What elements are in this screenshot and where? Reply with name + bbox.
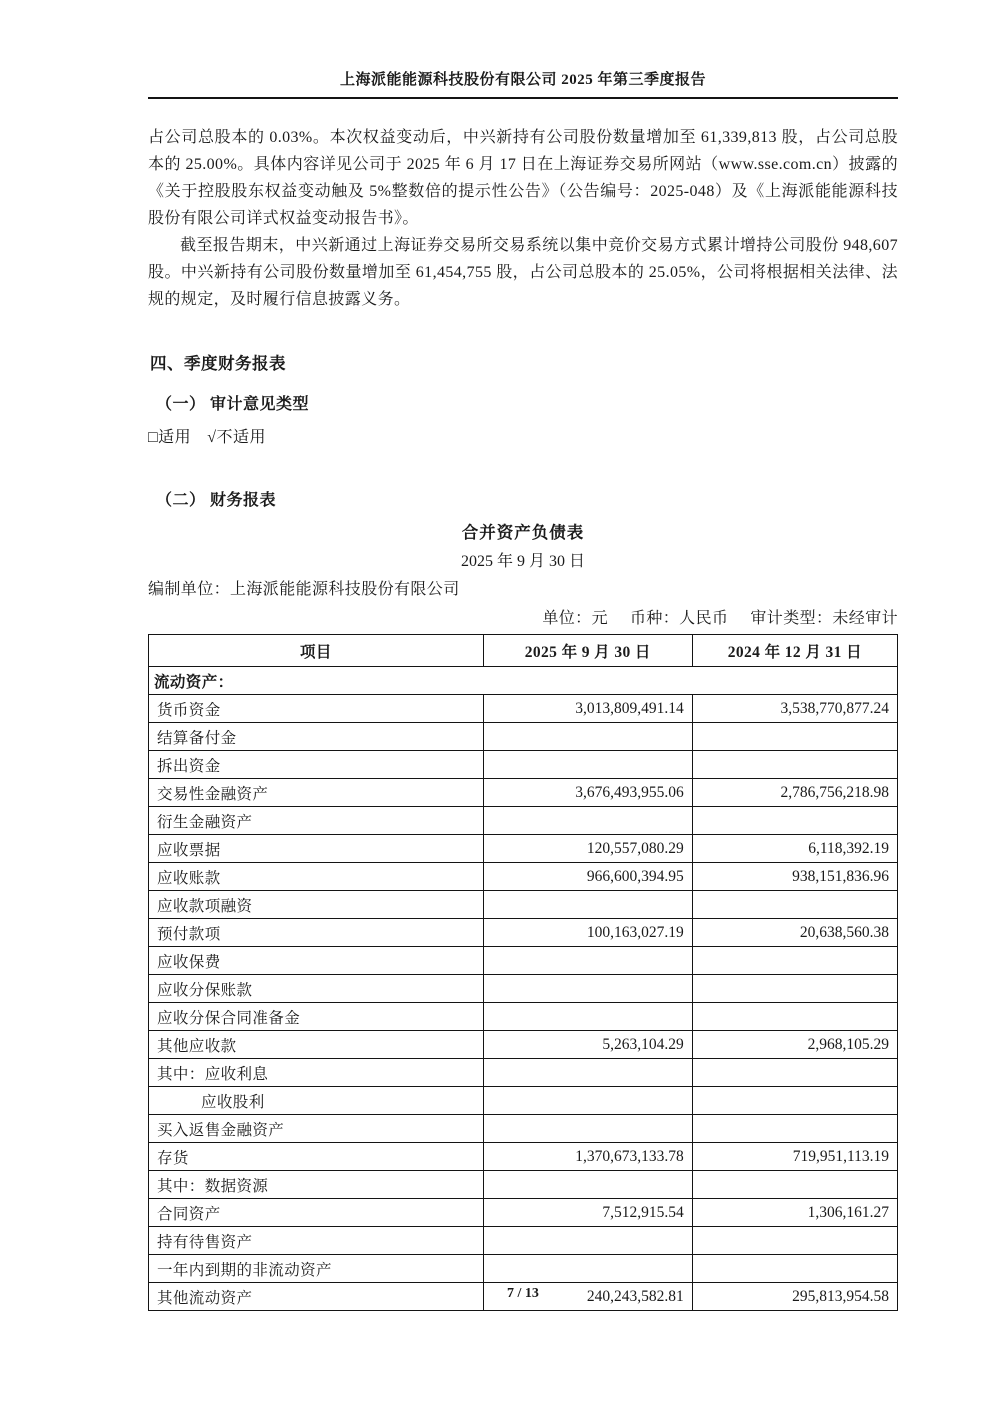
not-applicable-label: 不适用: [216, 429, 266, 446]
row-label: 其中：应收利息: [149, 1059, 484, 1087]
page-footer: 7 / 13: [507, 1286, 539, 1301]
column-header-prior-period: 2024 年 12 月 31 日: [692, 635, 897, 667]
row-value-current-period: [483, 1227, 692, 1255]
row-value-current-period: 7,512,915.54: [483, 1199, 692, 1227]
row-value-prior-period: [692, 807, 897, 835]
balance-sheet-table: [148, 634, 898, 1311]
table-row: [149, 1087, 898, 1115]
table-row: [149, 1171, 898, 1199]
table-header-row: [149, 635, 898, 667]
row-value-prior-period: 938,151,836.96: [692, 863, 897, 891]
row-label: 拆出资金: [149, 751, 484, 779]
table-row: [149, 891, 898, 919]
row-value-prior-period: [692, 1059, 897, 1087]
row-label: 预付款项: [149, 919, 484, 947]
row-label: 一年内到期的非流动资产: [149, 1255, 484, 1283]
row-label: 应收分保合同准备金: [149, 1003, 484, 1031]
row-value-prior-period: 6,118,392.19: [692, 835, 897, 863]
row-value-prior-period: [692, 1171, 897, 1199]
row-value-prior-period: 2,786,756,218.98: [692, 779, 897, 807]
row-label: 持有待售资产: [149, 1227, 484, 1255]
row-value-prior-period: 295,813,954.58: [692, 1283, 897, 1311]
row-label: 应收账款: [149, 863, 484, 891]
column-header-current-period: 2025 年 9 月 30 日: [483, 635, 692, 667]
statement-currency: 币种：人民币: [629, 610, 729, 627]
subsection-title-audit-opinion-type: （一） 审计意见类型: [156, 396, 310, 413]
table-row: [149, 1255, 898, 1283]
table-row: [149, 1003, 898, 1031]
row-value-current-period: [483, 723, 692, 751]
page-content: [148, 0, 898, 1311]
row-value-prior-period: [692, 975, 897, 1003]
row-value-prior-period: [692, 723, 897, 751]
row-value-prior-period: [692, 1115, 897, 1143]
row-label: 交易性金融资产: [149, 779, 484, 807]
row-label: 买入返售金融资产: [149, 1115, 484, 1143]
row-label: 存货: [149, 1143, 484, 1171]
balance-sheet-header: [149, 635, 898, 667]
table-row: [149, 723, 898, 751]
row-value-prior-period: 2,968,105.29: [692, 1031, 897, 1059]
applicability-line: [148, 424, 898, 447]
statement-prepared-by: 编制单位：上海派能能源科技股份有限公司: [148, 581, 460, 598]
row-label: 货币资金: [149, 695, 484, 723]
table-row: [149, 1115, 898, 1143]
row-value-current-period: 966,600,394.95: [483, 863, 692, 891]
row-label: 其他流动资产: [149, 1283, 484, 1311]
row-label: 应收票据: [149, 835, 484, 863]
row-value-current-period: 1,370,673,133.78: [483, 1143, 692, 1171]
table-row: [149, 975, 898, 1003]
row-value-current-period: [483, 1115, 692, 1143]
table-row: [149, 779, 898, 807]
table-row: [149, 919, 898, 947]
row-value-current-period: [483, 1171, 692, 1199]
row-value-prior-period: [692, 751, 897, 779]
row-label: 其他应收款: [149, 1031, 484, 1059]
body-paragraph-2: 截至报告期末，中兴新通过上海证券交易所交易系统以集中竞价交易方式累计增持公司股份 948,607 股。中兴新持有公司股份数量增加至 61,454,755 股，占公司总股本的 25.05%，公司将根据相关法律、法规的规定，及时履行信息披露义务。: [148, 237, 898, 308]
row-value-prior-period: [692, 1003, 897, 1031]
row-value-current-period: 5,263,104.29: [483, 1031, 692, 1059]
row-value-current-period: 3,013,809,491.14: [483, 695, 692, 723]
row-value-prior-period: [692, 947, 897, 975]
row-value-current-period: [483, 975, 692, 1003]
row-value-prior-period: [692, 1227, 897, 1255]
row-value-prior-period: [692, 1255, 897, 1283]
page-header-title: 上海派能能源科技股份有限公司 2025 年第三季度报告: [339, 72, 706, 88]
table-row: [149, 667, 898, 695]
row-label: 应收股利: [149, 1087, 484, 1115]
section-title-quarter-financial-statements: 四、季度财务报表: [150, 354, 286, 373]
row-value-current-period: 120,557,080.29: [483, 835, 692, 863]
statement-date: 2025 年 9 月 30 日: [460, 553, 585, 570]
row-value-current-period: [483, 1059, 692, 1087]
subsection-title-financial-statements: （二） 财务报表: [156, 492, 277, 509]
row-value-current-period: 3,676,493,955.06: [483, 779, 692, 807]
row-value-current-period: [483, 1087, 692, 1115]
checkbox-unchecked-icon: □: [148, 429, 159, 446]
row-label: 应收保费: [149, 947, 484, 975]
row-label: 结算备付金: [149, 723, 484, 751]
table-row: [149, 695, 898, 723]
balance-sheet-body: [149, 667, 898, 1311]
table-row: [149, 1227, 898, 1255]
table-row: [149, 1143, 898, 1171]
statement-title: 合并资产负债表: [461, 523, 585, 542]
row-value-current-period: [483, 891, 692, 919]
applicable-label: 适用: [158, 429, 192, 446]
page-header: [148, 0, 898, 99]
row-label: 合同资产: [149, 1199, 484, 1227]
body-paragraph-1: 占公司总股本的 0.03%。本次权益变动后，中兴新持有公司股份数量增加至 61,339,813 股，占公司总股本的 25.00%。具体内容详见公司于 2025 年 6 月 17 日在上海证券交易所网站（www.sse.com.cn）披露的《关于控股股东权益变动触及 5%整数倍的提示性公告》（公告编号：2025-048）及《上海派能能源科技股份有限公司详式权益变动报告书》。: [148, 129, 898, 227]
row-group-label: 流动资产：: [149, 667, 898, 695]
row-label: 应收款项融资: [149, 891, 484, 919]
check-mark-icon: √: [207, 429, 217, 446]
statement-unit: 单位：元: [542, 610, 608, 627]
statement-meta: [148, 605, 898, 628]
row-label: 其中：数据资源: [149, 1171, 484, 1199]
table-row: [149, 835, 898, 863]
table-row: [149, 1199, 898, 1227]
table-row: [149, 751, 898, 779]
table-row: [149, 863, 898, 891]
row-value-current-period: 100,163,027.19: [483, 919, 692, 947]
table-row: [149, 1031, 898, 1059]
row-value-prior-period: [692, 1087, 897, 1115]
table-row: [149, 947, 898, 975]
row-value-prior-period: 1,306,161.27: [692, 1199, 897, 1227]
table-row: [149, 807, 898, 835]
row-value-current-period: [483, 1255, 692, 1283]
row-value-current-period: [483, 947, 692, 975]
row-value-prior-period: 3,538,770,877.24: [692, 695, 897, 723]
row-label: 衍生金融资产: [149, 807, 484, 835]
row-value-prior-period: [692, 891, 897, 919]
statement-audit-type: 审计类型：未经审计: [750, 610, 898, 627]
row-value-prior-period: 719,951,113.19: [692, 1143, 897, 1171]
row-label: 应收分保账款: [149, 975, 484, 1003]
row-value-current-period: [483, 807, 692, 835]
column-header-item: 项目: [149, 635, 484, 667]
row-value-prior-period: 20,638,560.38: [692, 919, 897, 947]
row-value-current-period: [483, 751, 692, 779]
table-row: [149, 1059, 898, 1087]
row-value-current-period: 240,243,582.81: [483, 1283, 692, 1311]
row-value-current-period: [483, 1003, 692, 1031]
